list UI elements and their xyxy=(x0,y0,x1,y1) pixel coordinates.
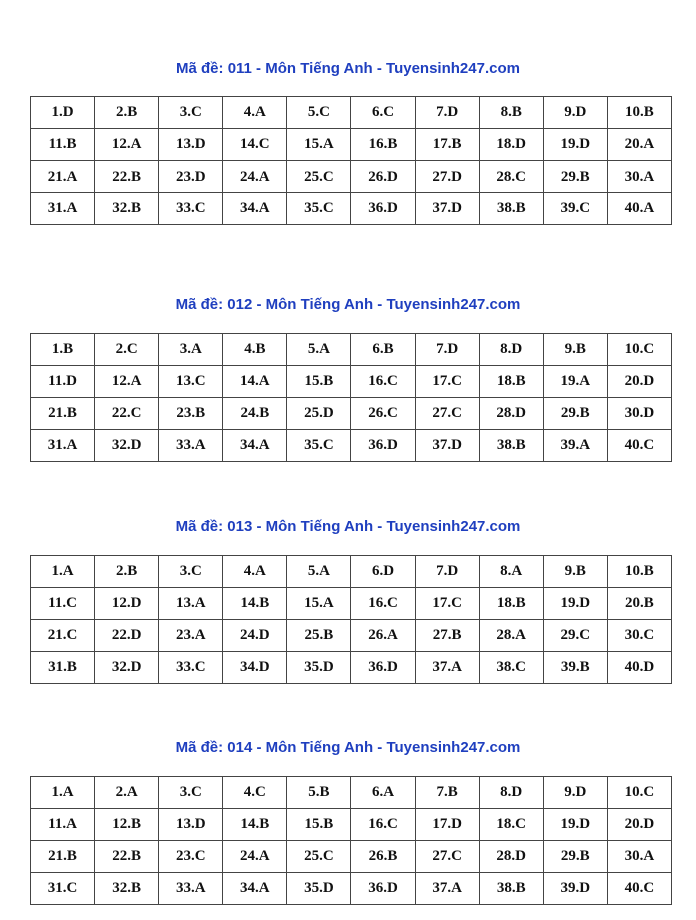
answer-cell: 29.B xyxy=(543,398,607,430)
answer-cell: 2.B xyxy=(95,97,159,129)
answer-cell: 3.C xyxy=(159,777,223,809)
answer-cell: 14.B xyxy=(223,588,287,620)
answer-cell: 22.B xyxy=(95,841,159,873)
answer-cell: 8.B xyxy=(479,97,543,129)
answer-cell: 36.D xyxy=(351,873,415,905)
answer-cell: 13.A xyxy=(159,588,223,620)
answer-cell: 27.C xyxy=(415,841,479,873)
answer-cell: 23.C xyxy=(159,841,223,873)
answer-cell: 31.C xyxy=(31,873,95,905)
table-row xyxy=(31,129,672,161)
answer-cell: 40.A xyxy=(607,193,671,225)
answer-cell: 34.D xyxy=(223,652,287,684)
answer-cell: 21.C xyxy=(31,620,95,652)
answer-cell: 9.B xyxy=(543,334,607,366)
answer-cell: 13.C xyxy=(159,366,223,398)
table-row xyxy=(31,588,672,620)
answer-cell: 38.B xyxy=(479,873,543,905)
section-title: Mã đề: 011 - Môn Tiếng Anh - Tuyensinh247.com xyxy=(176,60,520,77)
answer-cell: 28.D xyxy=(479,398,543,430)
answer-cell: 39.D xyxy=(543,873,607,905)
answer-cell: 1.B xyxy=(31,334,95,366)
answer-cell: 15.B xyxy=(287,366,351,398)
answer-cell: 10.B xyxy=(607,556,671,588)
section-title: Mã đề: 013 - Môn Tiếng Anh - Tuyensinh247.com xyxy=(175,518,521,535)
answer-cell: 38.C xyxy=(479,652,543,684)
answer-cell: 31.B xyxy=(31,652,95,684)
answer-cell: 19.D xyxy=(543,129,607,161)
answer-cell: 15.A xyxy=(287,129,351,161)
answer-cell: 3.A xyxy=(159,334,223,366)
answer-cell: 8.A xyxy=(479,556,543,588)
answer-cell: 2.A xyxy=(95,777,159,809)
answer-cell: 27.D xyxy=(415,161,479,193)
answer-cell: 37.D xyxy=(415,193,479,225)
table-row xyxy=(31,97,672,129)
answer-cell: 34.A xyxy=(223,193,287,225)
answer-cell: 7.D xyxy=(415,334,479,366)
answer-cell: 9.D xyxy=(543,777,607,809)
table-row xyxy=(31,777,672,809)
answer-cell: 19.D xyxy=(543,588,607,620)
answer-cell: 16.C xyxy=(351,588,415,620)
answer-cell: 4.C xyxy=(223,777,287,809)
answer-cell: 12.A xyxy=(95,129,159,161)
answer-cell: 20.A xyxy=(607,129,671,161)
answer-cell: 11.B xyxy=(31,129,95,161)
table-row xyxy=(31,809,672,841)
answer-cell: 24.A xyxy=(223,161,287,193)
table-row xyxy=(31,334,672,366)
answer-cell: 18.B xyxy=(479,588,543,620)
answer-cell: 17.C xyxy=(415,366,479,398)
answer-cell: 6.C xyxy=(351,97,415,129)
answer-cell: 22.B xyxy=(95,161,159,193)
answer-cell: 21.B xyxy=(31,398,95,430)
answer-cell: 16.C xyxy=(351,366,415,398)
answer-cell: 21.A xyxy=(31,161,95,193)
answer-cell: 10.B xyxy=(607,97,671,129)
answer-cell: 35.C xyxy=(287,430,351,462)
answer-cell: 38.B xyxy=(479,430,543,462)
answer-cell: 33.C xyxy=(159,652,223,684)
answer-cell: 12.B xyxy=(95,809,159,841)
answer-cell: 32.B xyxy=(95,873,159,905)
answer-cell: 1.A xyxy=(31,777,95,809)
answer-table-014 xyxy=(30,776,672,905)
answer-cell: 29.B xyxy=(543,841,607,873)
answer-cell: 33.C xyxy=(159,193,223,225)
answer-cell: 13.D xyxy=(159,809,223,841)
answer-cell: 31.A xyxy=(31,193,95,225)
answer-cell: 6.A xyxy=(351,777,415,809)
answer-cell: 10.C xyxy=(607,777,671,809)
answer-cell: 24.B xyxy=(223,398,287,430)
answer-cell: 12.D xyxy=(95,588,159,620)
answer-cell: 17.B xyxy=(415,129,479,161)
answer-cell: 26.C xyxy=(351,398,415,430)
answer-cell: 4.A xyxy=(223,556,287,588)
answer-cell: 28.D xyxy=(479,841,543,873)
answer-cell: 18.B xyxy=(479,366,543,398)
answer-cell: 2.B xyxy=(95,556,159,588)
answer-cell: 36.D xyxy=(351,193,415,225)
answer-cell: 40.C xyxy=(607,873,671,905)
answer-cell: 13.D xyxy=(159,129,223,161)
answer-cell: 22.D xyxy=(95,620,159,652)
table-row xyxy=(31,652,672,684)
answer-table-013 xyxy=(30,555,672,684)
answer-cell: 20.B xyxy=(607,588,671,620)
answer-cell: 39.A xyxy=(543,430,607,462)
answer-cell: 24.D xyxy=(223,620,287,652)
answer-cell: 7.D xyxy=(415,97,479,129)
answer-cell: 19.D xyxy=(543,809,607,841)
answer-cell: 8.D xyxy=(479,334,543,366)
answer-cell: 16.C xyxy=(351,809,415,841)
answer-cell: 19.A xyxy=(543,366,607,398)
answer-cell: 27.B xyxy=(415,620,479,652)
answer-cell: 25.C xyxy=(287,841,351,873)
answer-cell: 15.B xyxy=(287,809,351,841)
answer-cell: 5.A xyxy=(287,556,351,588)
answer-cell: 23.B xyxy=(159,398,223,430)
answer-cell: 36.D xyxy=(351,430,415,462)
answer-cell: 1.D xyxy=(31,97,95,129)
answer-cell: 9.B xyxy=(543,556,607,588)
answer-cell: 14.A xyxy=(223,366,287,398)
answer-cell: 5.B xyxy=(287,777,351,809)
answer-cell: 6.D xyxy=(351,556,415,588)
answer-cell: 29.C xyxy=(543,620,607,652)
answer-cell: 32.D xyxy=(95,652,159,684)
table-row xyxy=(31,366,672,398)
answer-cell: 37.A xyxy=(415,652,479,684)
answer-cell: 30.A xyxy=(607,161,671,193)
answer-cell: 18.C xyxy=(479,809,543,841)
section-title: Mã đề: 012 - Môn Tiếng Anh - Tuyensinh247.com xyxy=(175,296,521,313)
answer-cell: 33.A xyxy=(159,430,223,462)
answer-cell: 30.C xyxy=(607,620,671,652)
answer-cell: 11.C xyxy=(31,588,95,620)
answer-cell: 23.D xyxy=(159,161,223,193)
answer-cell: 6.B xyxy=(351,334,415,366)
answer-cell: 14.C xyxy=(223,129,287,161)
answer-cell: 17.D xyxy=(415,809,479,841)
answer-cell: 40.D xyxy=(607,652,671,684)
answer-cell: 25.C xyxy=(287,161,351,193)
answer-cell: 1.A xyxy=(31,556,95,588)
answer-cell: 7.D xyxy=(415,556,479,588)
answer-cell: 29.B xyxy=(543,161,607,193)
answer-table-012 xyxy=(30,333,672,462)
answer-cell: 39.C xyxy=(543,193,607,225)
answer-cell: 38.B xyxy=(479,193,543,225)
table-row xyxy=(31,193,672,225)
answer-cell: 28.A xyxy=(479,620,543,652)
answer-table-011 xyxy=(30,96,672,225)
table-row xyxy=(31,841,672,873)
answer-cell: 8.D xyxy=(479,777,543,809)
answer-cell: 25.B xyxy=(287,620,351,652)
answer-cell: 18.D xyxy=(479,129,543,161)
answer-cell: 15.A xyxy=(287,588,351,620)
answer-cell: 10.C xyxy=(607,334,671,366)
answer-cell: 20.D xyxy=(607,809,671,841)
answer-cell: 5.A xyxy=(287,334,351,366)
answer-cell: 40.C xyxy=(607,430,671,462)
answer-cell: 33.A xyxy=(159,873,223,905)
answer-cell: 37.D xyxy=(415,430,479,462)
table-row xyxy=(31,430,672,462)
answer-cell: 3.C xyxy=(159,556,223,588)
answer-cell: 7.B xyxy=(415,777,479,809)
answer-cell: 20.D xyxy=(607,366,671,398)
table-row xyxy=(31,556,672,588)
answer-cell: 22.C xyxy=(95,398,159,430)
answer-cell: 25.D xyxy=(287,398,351,430)
answer-cell: 14.B xyxy=(223,809,287,841)
answer-cell: 30.D xyxy=(607,398,671,430)
section-title: Mã đề: 014 - Môn Tiếng Anh - Tuyensinh247.com xyxy=(175,739,521,756)
answer-cell: 27.C xyxy=(415,398,479,430)
answer-cell: 4.A xyxy=(223,97,287,129)
answer-cell: 2.C xyxy=(95,334,159,366)
answer-cell: 26.B xyxy=(351,841,415,873)
answer-cell: 34.A xyxy=(223,873,287,905)
table-row xyxy=(31,873,672,905)
answer-cell: 35.D xyxy=(287,873,351,905)
answer-cell: 11.D xyxy=(31,366,95,398)
answer-cell: 35.D xyxy=(287,652,351,684)
answer-cell: 3.C xyxy=(159,97,223,129)
answer-cell: 30.A xyxy=(607,841,671,873)
answer-cell: 5.C xyxy=(287,97,351,129)
answer-cell: 26.D xyxy=(351,161,415,193)
answer-cell: 39.B xyxy=(543,652,607,684)
table-row xyxy=(31,398,672,430)
answer-cell: 26.A xyxy=(351,620,415,652)
answer-cell: 12.A xyxy=(95,366,159,398)
answer-cell: 11.A xyxy=(31,809,95,841)
table-row xyxy=(31,620,672,652)
answer-cell: 35.C xyxy=(287,193,351,225)
answer-cell: 23.A xyxy=(159,620,223,652)
answer-cell: 24.A xyxy=(223,841,287,873)
answer-cell: 32.D xyxy=(95,430,159,462)
answer-cell: 16.B xyxy=(351,129,415,161)
answer-cell: 21.B xyxy=(31,841,95,873)
answer-cell: 31.A xyxy=(31,430,95,462)
answer-cell: 37.A xyxy=(415,873,479,905)
answer-cell: 36.D xyxy=(351,652,415,684)
answer-cell: 4.B xyxy=(223,334,287,366)
answer-cell: 32.B xyxy=(95,193,159,225)
answer-cell: 28.C xyxy=(479,161,543,193)
answer-cell: 9.D xyxy=(543,97,607,129)
table-row xyxy=(31,161,672,193)
answer-cell: 34.A xyxy=(223,430,287,462)
answer-cell: 17.C xyxy=(415,588,479,620)
